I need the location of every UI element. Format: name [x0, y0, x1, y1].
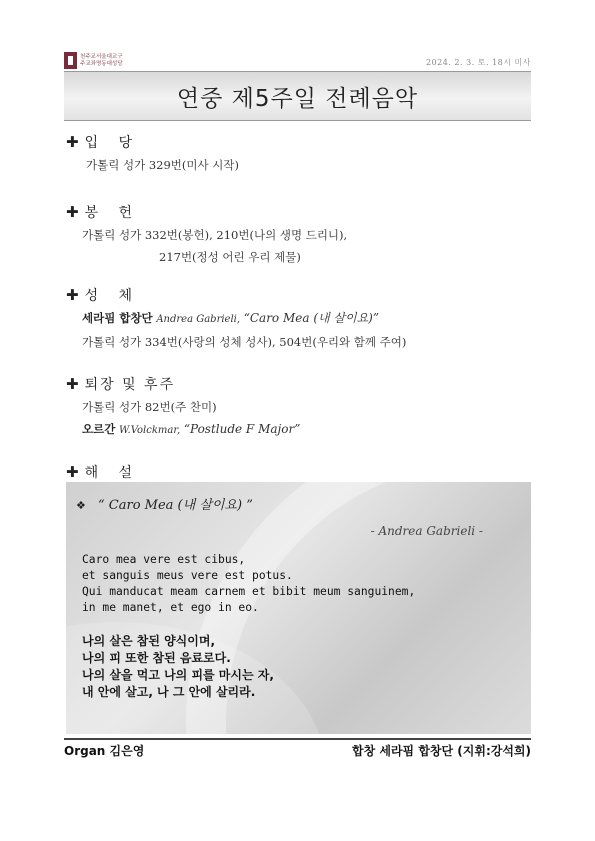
section-label: 입 당: [84, 135, 141, 151]
korean-line: 나의 살은 참된 양식이며,: [82, 634, 216, 648]
latin-line: et sanguis meus vere est potus.: [82, 569, 293, 582]
commentary-composer: - Andrea Gabrieli -: [370, 524, 483, 538]
choir-name: 세라핌 합창단: [82, 311, 153, 325]
communion-hymns: 가톨릭 성가 334번(사랑의 성체 성사), 504번(우리와 함께 주여): [82, 335, 407, 349]
footer-organist: Organ 김은영: [64, 744, 145, 758]
page-title: 연중 제5주일 전례음악: [176, 85, 419, 112]
footer-choir: 합창 세라핌 합창단 (지휘:강석희): [352, 744, 531, 758]
commentary-piece-title: “ Caro Mea (내 살이요) ”: [98, 498, 253, 513]
cross-icon: ✚: [66, 286, 79, 304]
communion-choir-piece: [66, 307, 406, 331]
cross-icon: ✚: [66, 203, 79, 221]
offertory-hymns-1: 가톨릭 성가 332번(봉헌), 210번(나의 생명 드리니),: [82, 228, 348, 242]
section-offertory: [66, 202, 347, 268]
section-recessional: [66, 374, 300, 442]
composer-name: Andrea Gabrieli,: [156, 314, 241, 325]
mass-date: 2024. 2. 3. 토. 18시 미사: [425, 58, 531, 67]
latin-line: Qui manducat meam carnem et bibit meum sanguinem,: [82, 585, 416, 598]
cross-icon: ✚: [66, 463, 79, 481]
latin-text: [82, 552, 415, 616]
korean-text: [82, 633, 274, 701]
piece-title: “Caro Mea (내 살이요)”: [243, 311, 380, 325]
offertory-hymns-2: 217번(정성 어린 우리 제물): [159, 250, 301, 264]
latin-line: Caro mea vere est cibus,: [82, 553, 246, 566]
diamond-bullet-icon: ❖: [76, 499, 86, 512]
cross-icon: ✚: [66, 133, 79, 151]
parish-logo: [64, 52, 123, 69]
korean-line: 나의 피 또한 참된 음료로다.: [82, 651, 231, 665]
section-label: 퇴장 및 후주: [84, 377, 176, 393]
korean-line: 내 안에 살고, 나 그 안에 살리라.: [82, 685, 256, 699]
organ-label: 오르간: [82, 422, 116, 436]
section-commentary: [66, 462, 140, 482]
postlude: [66, 418, 300, 442]
cross-icon: ✚: [66, 375, 79, 393]
section-label: 봉 헌: [84, 205, 141, 221]
logo-line-1: 천주교서울대교구: [80, 53, 123, 60]
section-label: 해 설: [84, 465, 141, 481]
latin-line: in me manet, et ego in eo.: [82, 601, 259, 614]
section-entrance: [66, 132, 239, 176]
commentary-box: [66, 482, 531, 734]
section-communion: [66, 285, 406, 353]
logo-line-2: 주교좌명동대성당: [80, 60, 123, 67]
entrance-hymn: 가톨릭 성가 329번(미사 시작): [86, 158, 239, 172]
cathedral-logo-icon: [64, 52, 77, 69]
section-label: 성 체: [84, 288, 141, 304]
footer-divider: [64, 738, 531, 740]
commentary-title: [76, 494, 253, 513]
korean-line: 나의 살을 먹고 나의 피를 마시는 자,: [82, 668, 274, 682]
title-band: [64, 71, 531, 121]
recessional-hymn: 가톨릭 성가 82번(주 찬미): [82, 400, 217, 414]
organ-composer: W.Volckmar,: [118, 425, 181, 436]
organ-piece: “Postlude F Major”: [183, 422, 301, 436]
